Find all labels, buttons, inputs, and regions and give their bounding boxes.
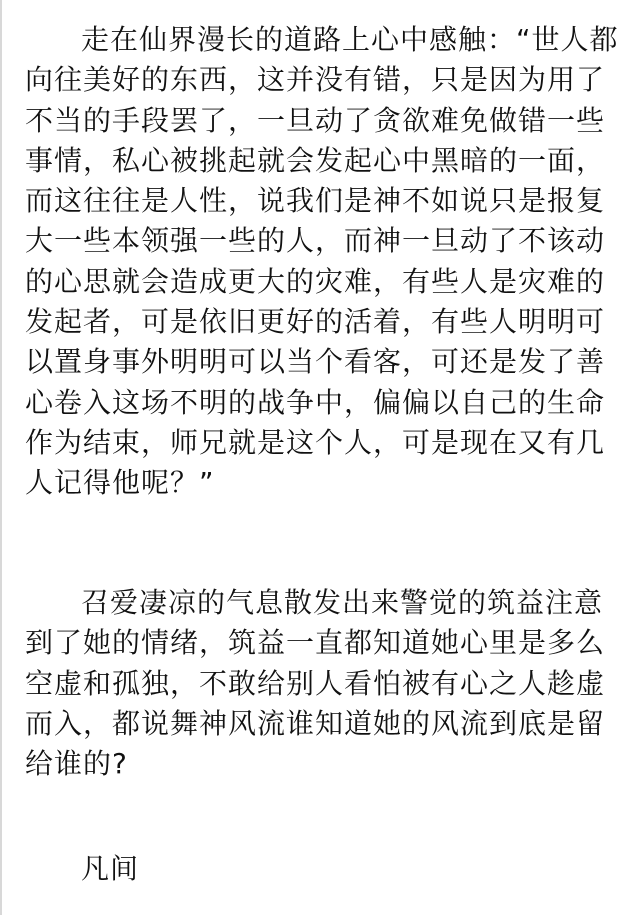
paragraph-1: 走在仙界漫长的道路上心中感触：“世人都向往美好的东西，这并没有错，只是因为用了不当的手段罢了，一旦动了贪欲难免做错一些事情，私心被挑起就会发起心中黑暗的一面，而这往往是人性，说我们是神不如说只是报复大一些本领强一些的人，而神一旦动了不该动的心思就会造成更大的灾难，有些人是灾难的发起者，可是依旧更好的活着，有些人明明可以置身事外明明可以当个看客，可还是发了善心卷入这场不明的战争中，偏偏以自己的生命作为结束，师兄就是这个人，可是现在又有几人记得他呢？” <box>25 23 619 500</box>
paragraph-2: 召爱凄凉的气息散发出来警觉的筑益注意到了她的情绪，筑益一直都知道她心里是多么空虚和孤独，不敢给别人看怕被有心之人趁虚而入，都说舞神风流谁知道她的风流到底是留给谁的? <box>25 586 606 781</box>
paragraph-3: 凡间 <box>81 852 140 885</box>
page-edge-divider <box>0 0 2 915</box>
